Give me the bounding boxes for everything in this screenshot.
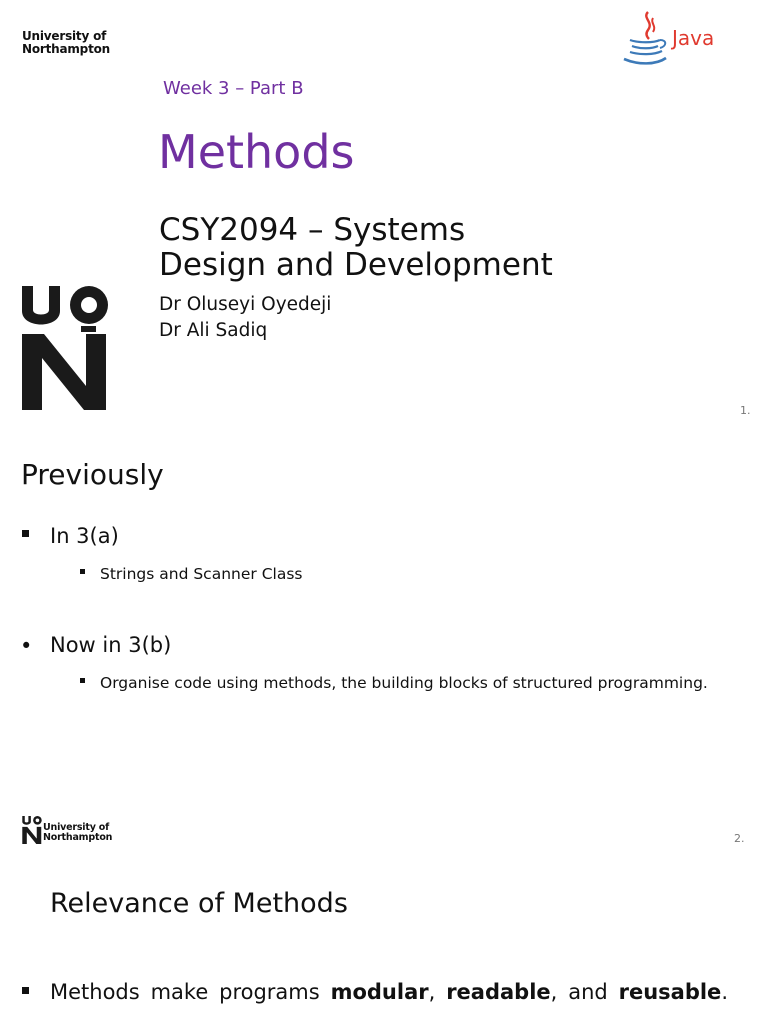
logo-line2: Northampton xyxy=(22,42,110,56)
uon-mark-icon xyxy=(22,286,108,410)
slide-title xyxy=(0,0,768,428)
slide-number: 2. xyxy=(734,832,745,845)
course-title xyxy=(159,213,553,283)
uon-mark-logo xyxy=(22,286,108,410)
logo-line1: University of xyxy=(22,29,107,43)
author-1: Dr Oluseyi Oyedeji xyxy=(159,294,332,315)
keyword-modular: modular xyxy=(330,980,429,1004)
keyword-reusable: reusable xyxy=(618,980,722,1004)
course-line1: CSY2094 – Systems xyxy=(159,212,466,248)
square-bullet-icon xyxy=(80,678,85,683)
keyword-readable: readable xyxy=(446,980,551,1004)
bullet-item: In 3(a) xyxy=(50,524,119,548)
slide-heading: Previously xyxy=(21,458,164,491)
slide-number: 1. xyxy=(740,404,751,417)
round-bullet-icon: • xyxy=(20,634,33,658)
end-punctuation: . xyxy=(721,980,728,1004)
university-logo xyxy=(22,30,110,56)
footer-logo xyxy=(22,816,112,846)
course-line2: Design and Development xyxy=(159,247,553,283)
java-label: Java xyxy=(672,26,715,50)
separator: , xyxy=(428,980,436,1004)
bullet-item xyxy=(50,980,728,1004)
bullet-item: Now in 3(b) xyxy=(50,633,172,657)
sub-bullet-item: Organise code using methods, the building blocks of structured programming. xyxy=(100,674,708,692)
page-title: Methods xyxy=(158,125,355,179)
slide-heading: Relevance of Methods xyxy=(50,888,348,919)
week-label: Week 3 – Part B xyxy=(163,78,304,99)
uon-mark-icon xyxy=(22,816,42,844)
footer-line2: Northampton xyxy=(43,832,113,843)
footer-line1: University of xyxy=(43,822,110,833)
bullet-text: Methods make programs xyxy=(50,980,320,1004)
author-2: Dr Ali Sadiq xyxy=(159,320,268,341)
footer-logo-text xyxy=(43,823,112,843)
square-bullet-icon xyxy=(22,530,29,537)
slide-previously xyxy=(0,428,768,856)
java-logo xyxy=(620,8,720,68)
separator: , and xyxy=(550,980,608,1004)
sub-bullet-item: Strings and Scanner Class xyxy=(100,565,303,583)
slide-relevance xyxy=(0,856,768,1024)
square-bullet-icon xyxy=(22,987,29,994)
square-bullet-icon xyxy=(80,569,85,574)
